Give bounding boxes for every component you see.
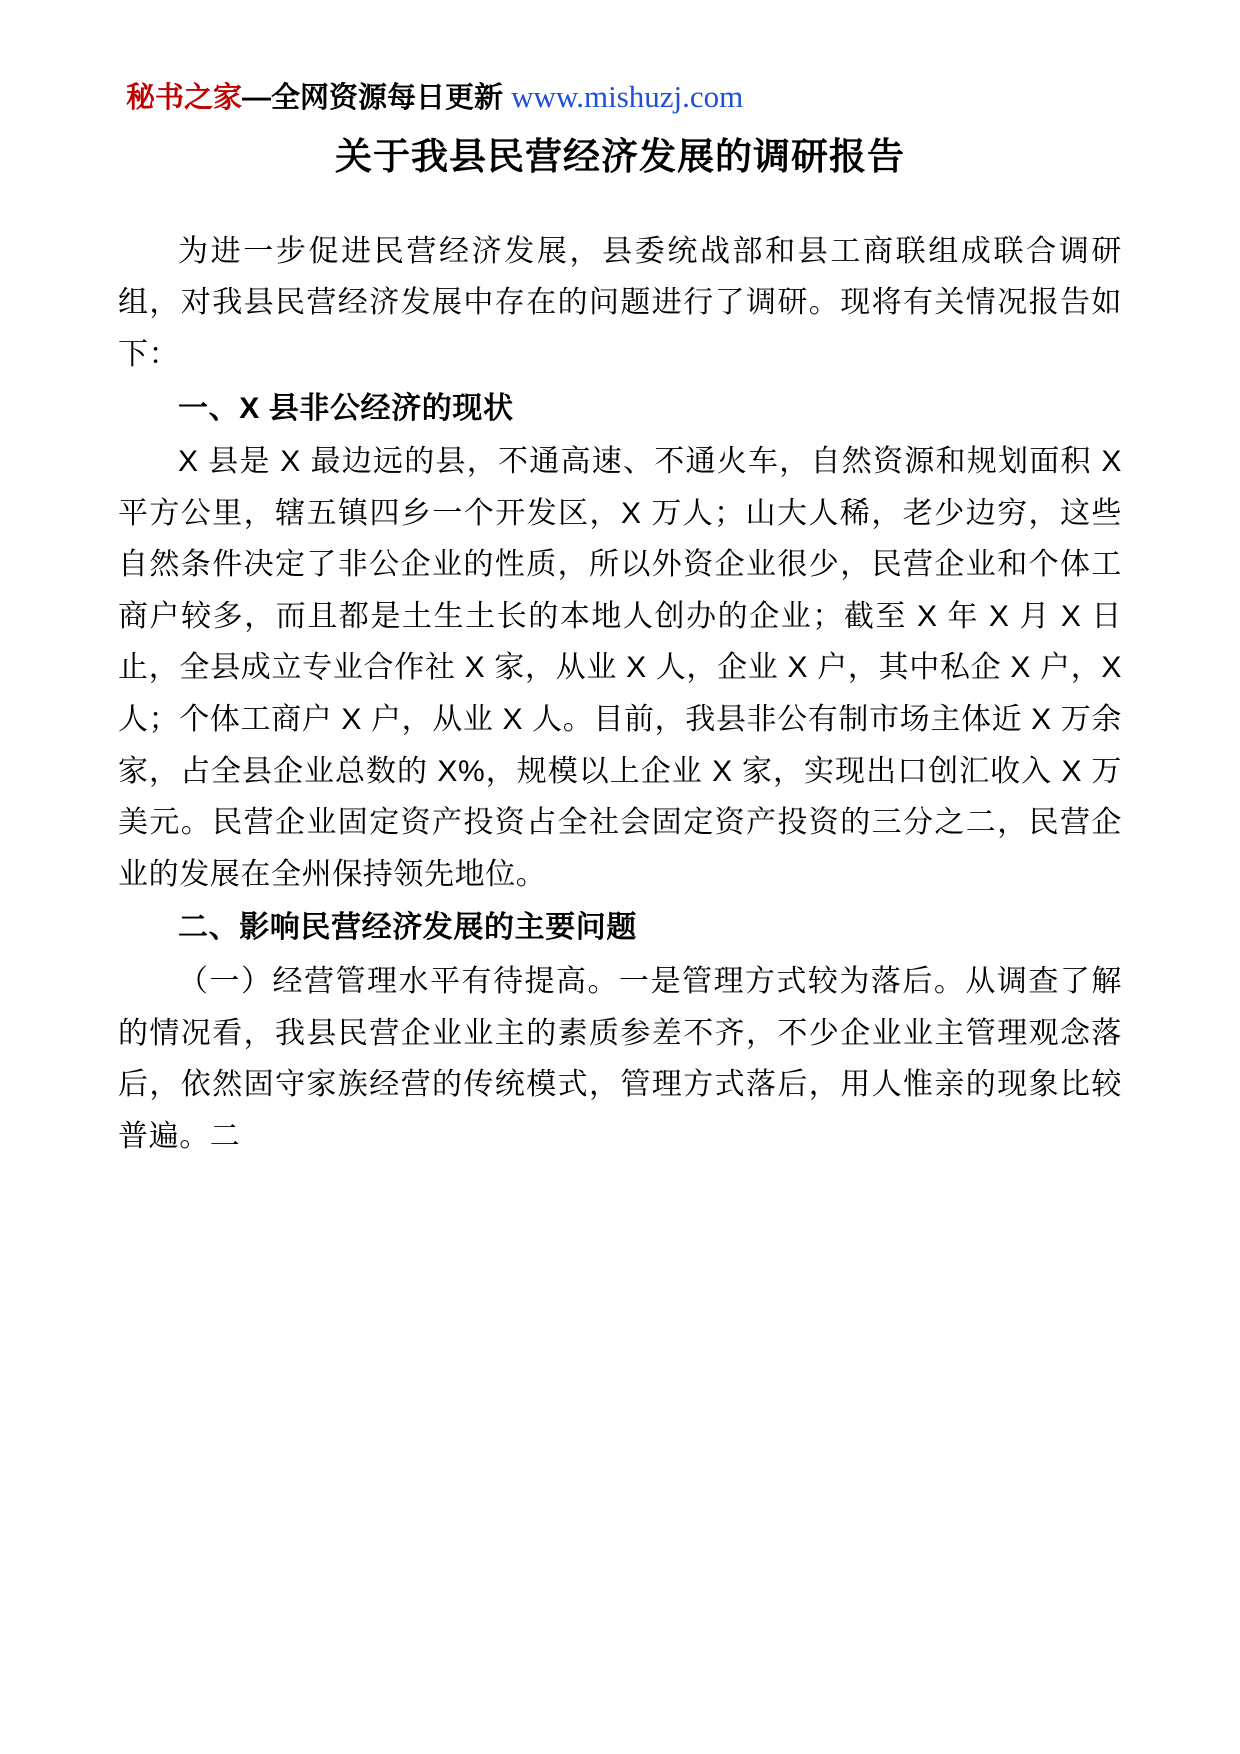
watermark-tagline: —全网资源每日更新 — [242, 82, 512, 114]
paragraph-section-1-heading: 一、X 县非公经济的现状 — [178, 391, 514, 425]
paragraph-section-1-body: X 县是 X 最边远的县，不通高速、不通火车，自然资源和规划面积 X 平方公里，辖五镇四乡一个开发区，X 万人；山大人稀，老少边穷，这些自然条件决定了非公企业的性质，所以外资企业很少，民营企业和个体工商户较多，而且都是土生土长的本地人创办的企业；截至 X 年 X 月 X 日止，全县成立专业合作社 X 家，从业 X 人，企业 X 户，其中私企 X 户，X 人；个体工商户 X 户，从业 X 人。目前，我县非公有制市场主体近 X 万余家，占全县企业总数的 X%，规模以上企业 X 家，实现出口创汇收入 X 万美元。民营企业固定资产投资占全社会固定资产投资的三分之二，民营企业的发展在全州保持领先地位。 — [118, 445, 1122, 891]
site-watermark — [126, 78, 1122, 116]
paragraph-section-2-body-1: （一）经营管理水平有待提高。一是管理方式较为落后。从调查了解的情况看，我县民营企业业主的素质参差不齐，不少企业业主管理观念落后，依然固守家族经营的传统模式，管理方式落后，用人惟亲的现象比较普遍。二 — [118, 965, 1122, 1153]
paragraph-intro: 为进一步促进民营经济发展，县委统战部和县工商联组成联合调研组，对我县民营经济发展中存在的问题进行了调研。现将有关情况报告如下： — [118, 234, 1122, 371]
paragraph-section-2-heading: 二、影响民营经济发展的主要问题 — [178, 911, 637, 945]
watermark-brand: 秘书之家 — [126, 82, 243, 114]
watermark-url: www.mishuzj.com — [511, 79, 744, 114]
page-title: 关于我县民营经济发展的调研报告 — [335, 135, 905, 177]
